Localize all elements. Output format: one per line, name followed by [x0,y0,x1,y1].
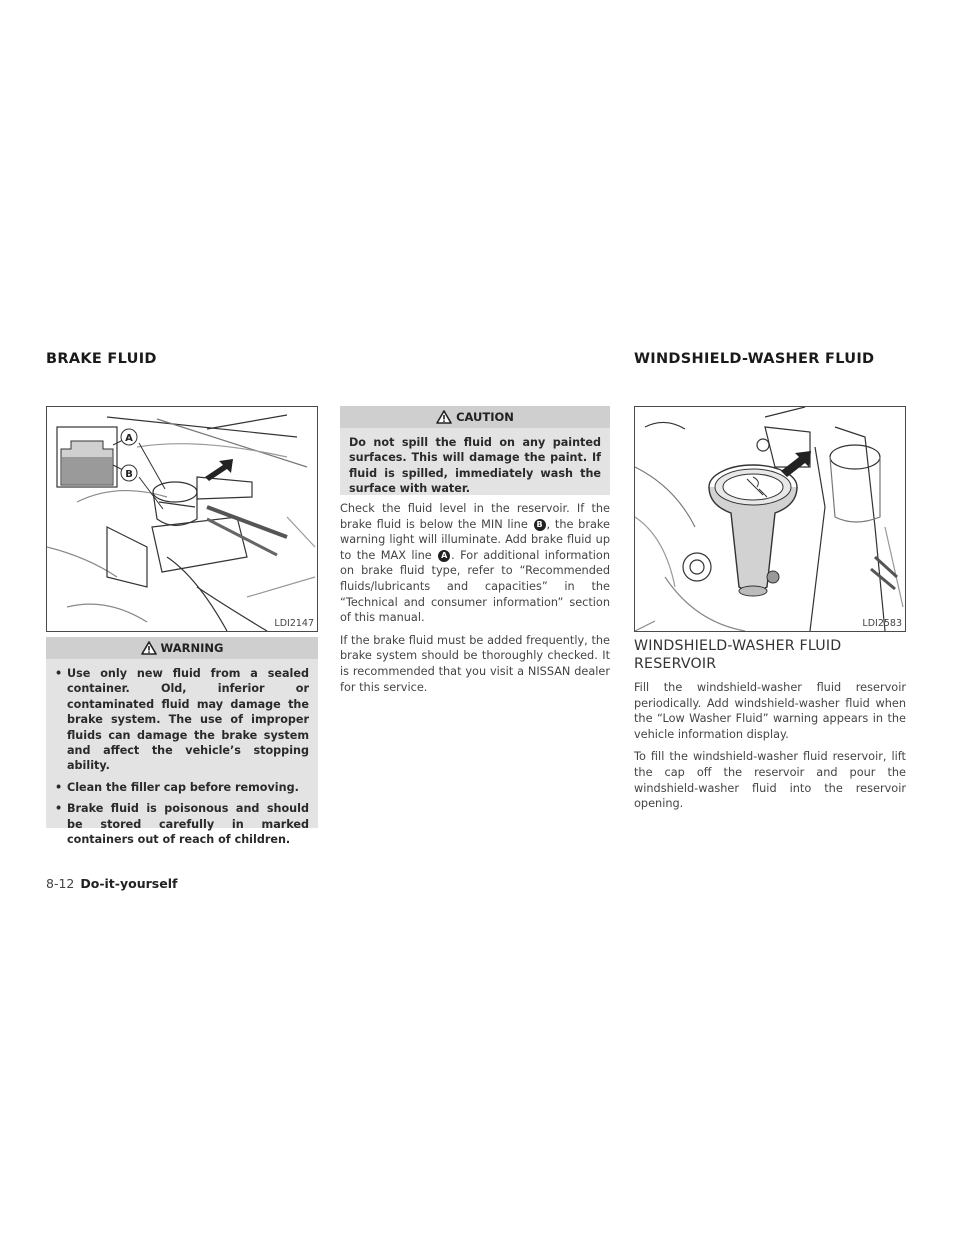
washer-reservoir-illustration [635,407,905,631]
warning-item: • Clean the filler cap before removing. [55,780,309,795]
warning-heading: WARNING [160,641,224,655]
figure-label: LDI2147 [274,618,314,629]
windshield-washer-fluid-title: WINDSHIELD-WASHER FLUID [634,351,875,367]
warning-item: • Brake fluid is poisonous and should be stored carefully in marked containers out of reach of children. [55,801,309,847]
warning-header [46,637,318,659]
callout-b: B [125,469,133,480]
brake-fluid-figure [46,406,318,632]
para1-text-2: , the brake warning light will illuminate. Add brake fluid up to the MAX line [340,517,610,562]
arrow-icon [781,451,811,477]
washer-fluid-paragraph-1: Fill the windshield-washer fluid reservoir periodically. Add windshield-washer fluid when the “Low Washer Fluid” warning appears in the vehicle information display. [634,681,906,741]
caution-text: Do not spill the fluid on any painted surfaces. This will damage the paint. If fluid is spilled, immediately wash the surface with water. [349,436,601,496]
callout-a: A [125,433,133,444]
page-number: 8-12 [46,876,75,891]
washer-fluid-body [634,680,906,819]
brake-reservoir-illustration [47,407,317,631]
caution-header [340,406,610,428]
washer-fluid-figure [634,406,906,632]
reference-b-badge: B [534,519,546,531]
chapter-name: Do-it-yourself [80,876,178,891]
brake-fluid-body [340,501,610,702]
warning-triangle-icon [141,641,157,655]
brake-fluid-paragraph-1 [340,501,610,626]
para1-text-3: . For additional information on brake fluid type, refer to “Recommended fluids/lubricants and capacities” in the “Technical and consumer information” section of this manual. [340,548,610,625]
arrow-icon [205,459,233,481]
caution-body [340,428,610,505]
figure-label: LDI2583 [862,618,902,629]
brake-fluid-title: BRAKE FLUID [46,351,157,367]
warning-list [55,666,309,847]
warning-box [46,637,318,847]
washer-reservoir-subheading: WINDSHIELD-WASHER FLUID RESERVOIR [634,638,842,672]
warning-item: • Use only new fluid from a sealed container. Old, inferior or contaminated fluid may damage the brake system. The use of improper fluids can damage the brake system and affect the vehicle’s stopping ability. [55,666,309,774]
page-footer [46,876,177,891]
para1-text-1: Check the fluid level in the reservoir. If the brake fluid is below the MIN line [340,502,610,531]
warning-triangle-icon [436,410,452,424]
caution-box [340,406,610,495]
brake-fluid-paragraph-2: If the brake fluid must be added frequently, the brake system should be thoroughly checked. It is recommended that you visit a NISSAN dealer for this service. [340,633,610,694]
reference-a-badge: A [438,550,450,562]
warning-body [46,659,318,855]
washer-fluid-paragraph-2: To fill the windshield-washer fluid reservoir, lift the cap off the reservoir and pour the windshield-washer fluid into the reservoir opening. [634,750,906,811]
caution-heading: CAUTION [456,410,514,424]
